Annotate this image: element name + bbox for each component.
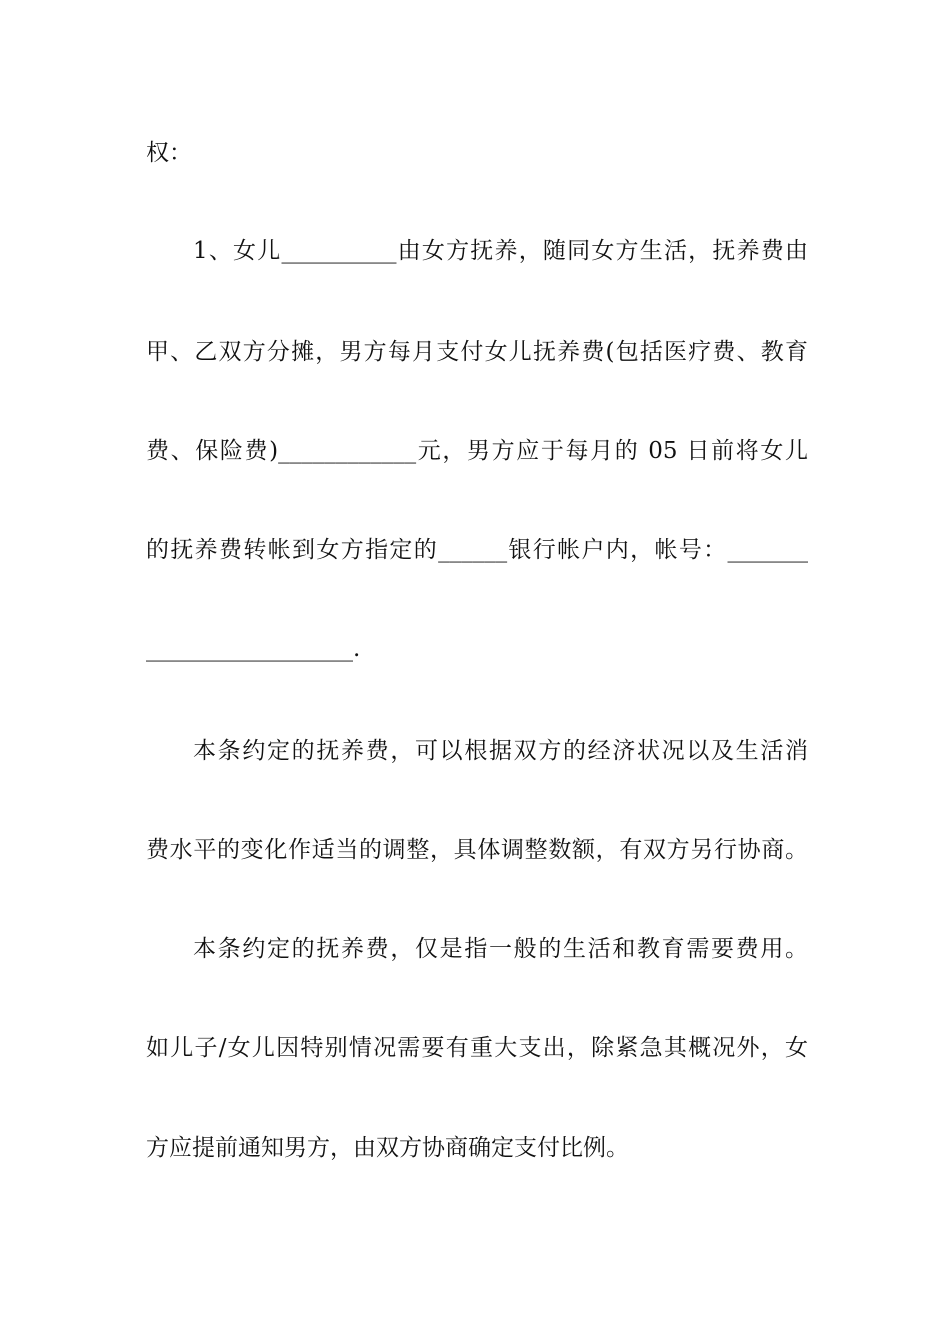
text-line-6: __________________. — [146, 636, 361, 662]
text-line-4: 费、保险费)____________元，男方应于每月的 05 日前将女儿 — [146, 438, 808, 464]
text-line-8: 费水平的变化作适当的调整，具体调整数额，有双方另行协商。 — [146, 837, 808, 863]
text-line-1: 权： — [146, 140, 192, 166]
text-line-11: 方应提前通知男方，由双方协商确定支付比例。 — [146, 1135, 629, 1161]
text-line-2: 1、女儿__________由女方抚养，随同女方生活，抚养费由 — [193, 238, 808, 264]
text-line-3: 甲、乙双方分摊，男方每月支付女儿抚养费(包括医疗费、教育 — [146, 339, 808, 365]
text-line-10: 如儿子/女儿因特别情况需要有重大支出，除紧急其概况外，女 — [146, 1035, 808, 1061]
text-line-7: 本条约定的抚养费，可以根据双方的经济状况以及生活消 — [193, 738, 808, 764]
text-line-5: 的抚养费转帐到女方指定的______银行帐户内，帐号：_______ — [146, 537, 808, 563]
text-line-9: 本条约定的抚养费，仅是指一般的生活和教育需要费用。 — [193, 936, 808, 962]
